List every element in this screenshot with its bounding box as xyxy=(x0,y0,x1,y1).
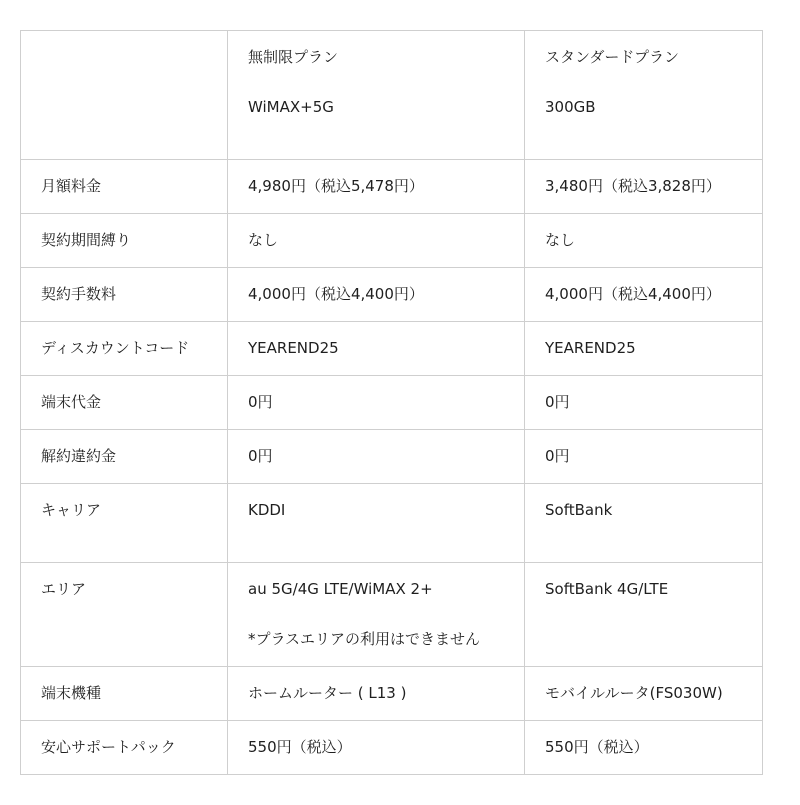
row-label: 端末機種 xyxy=(21,667,228,721)
plan-name-unlimited: 無制限プラン xyxy=(248,48,339,66)
cell-standard: 0円 xyxy=(525,376,763,430)
cell-unlimited: 0円 xyxy=(228,376,525,430)
plan-sub-unlimited: WiMAX+5G xyxy=(248,98,334,116)
area-note: *プラスエリアの利用はできません xyxy=(248,630,481,648)
cell-standard: YEAREND25 xyxy=(525,322,763,376)
cell-standard: SoftBank xyxy=(525,484,763,563)
table-header-row xyxy=(21,31,763,160)
table-row-contract-fee xyxy=(21,268,763,322)
row-label: ディスカウントコード xyxy=(21,322,228,376)
cell-unlimited: 0円 xyxy=(228,430,525,484)
cell-unlimited: 550円（税込） xyxy=(228,721,525,775)
cell-unlimited xyxy=(228,563,525,667)
cell-unlimited: YEAREND25 xyxy=(228,322,525,376)
table-row-contract-period xyxy=(21,214,763,268)
cell-standard: モバイルルータ(FS030W) xyxy=(525,667,763,721)
cell-unlimited: なし xyxy=(228,214,525,268)
plan-comparison-table xyxy=(20,30,763,775)
area-value: au 5G/4G LTE/WiMAX 2+ xyxy=(248,580,433,598)
table-row-device-model xyxy=(21,667,763,721)
plan-sub-standard: 300GB xyxy=(545,98,596,116)
table-row-carrier xyxy=(21,484,763,563)
row-label: エリア xyxy=(21,563,228,667)
header-corner-cell xyxy=(21,31,228,160)
header-cell-unlimited xyxy=(228,31,525,160)
row-label: 月額料金 xyxy=(21,160,228,214)
table-row-area xyxy=(21,563,763,667)
cell-standard: SoftBank 4G/LTE xyxy=(525,563,763,667)
table-row-cancellation-fee xyxy=(21,430,763,484)
row-label: 契約期間縛り xyxy=(21,214,228,268)
cell-unlimited: KDDI xyxy=(228,484,525,563)
row-label: 契約手数料 xyxy=(21,268,228,322)
table-row-device-cost xyxy=(21,376,763,430)
row-label: 解約違約金 xyxy=(21,430,228,484)
cell-standard: 550円（税込） xyxy=(525,721,763,775)
row-label: 端末代金 xyxy=(21,376,228,430)
header-cell-standard xyxy=(525,31,763,160)
cell-unlimited: ホームルーター ( L13 ) xyxy=(228,667,525,721)
cell-standard: 3,480円（税込3,828円） xyxy=(525,160,763,214)
cell-unlimited: 4,980円（税込5,478円） xyxy=(228,160,525,214)
cell-unlimited: 4,000円（税込4,400円） xyxy=(228,268,525,322)
cell-standard: なし xyxy=(525,214,763,268)
table-row-monthly-fee xyxy=(21,160,763,214)
row-label: 安心サポートパック xyxy=(21,721,228,775)
cell-standard: 4,000円（税込4,400円） xyxy=(525,268,763,322)
cell-standard: 0円 xyxy=(525,430,763,484)
plan-comparison xyxy=(20,30,763,775)
table-row-support-pack xyxy=(21,721,763,775)
plan-name-standard: スタンダードプラン xyxy=(545,48,679,66)
table-row-discount-code xyxy=(21,322,763,376)
row-label: キャリア xyxy=(21,484,228,563)
